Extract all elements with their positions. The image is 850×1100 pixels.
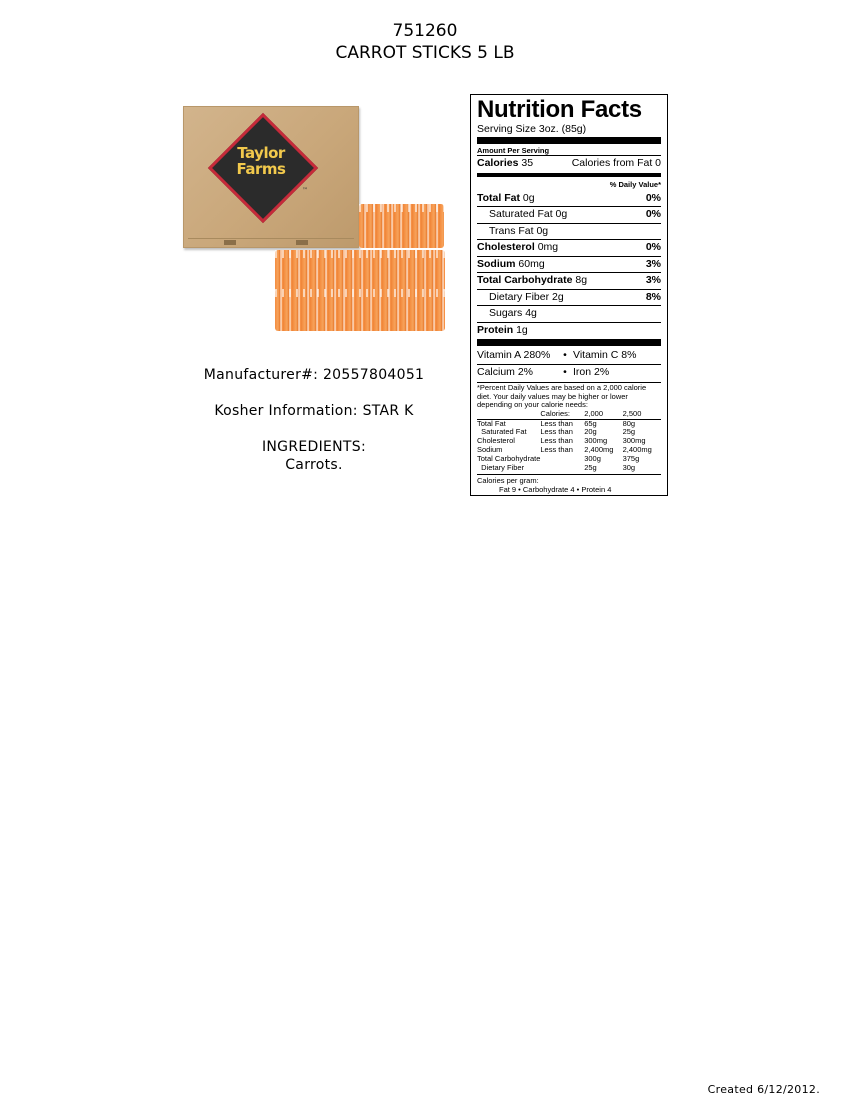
bullet: •: [563, 349, 567, 362]
nutrient-amount: 0g: [522, 191, 535, 204]
nutrient-amount: 2g: [552, 290, 564, 303]
daily-value-footnote: *Percent Daily Values are based on a 2,000 calorie diet. Your daily values may be higher or lower depending on your calorie needs:: [477, 382, 661, 410]
dv-table-cell: 2,400mg: [584, 444, 614, 454]
nutrient-row: [477, 272, 661, 289]
dv-table-cell: 300mg: [622, 436, 646, 446]
nutrient-row: [477, 206, 661, 223]
nutrient-daily-value: 0%: [645, 241, 661, 254]
vitamin-c: Vitamin C 8%: [573, 349, 637, 362]
calcium: Calcium 2%: [477, 365, 534, 378]
dv-table-cell: Cholesterol: [477, 436, 515, 446]
calories-row: [477, 155, 661, 172]
dv-table-cell: 25g: [622, 427, 636, 437]
created-date: Created 6/12/2012.: [707, 1083, 820, 1096]
box-tab: [296, 240, 308, 245]
dv-table-cell: [540, 464, 584, 473]
dv-table-cell: 300g: [584, 453, 601, 463]
nutrient-amount: 4g: [525, 307, 537, 320]
dv-table-cell: 2,400mg: [622, 444, 652, 454]
carrot-row: [275, 289, 445, 331]
dv-table-header-cell: 2,500: [623, 410, 661, 419]
nutrient-label: Dietary Fiber: [489, 290, 550, 303]
dv-table-cell: Total Fat: [477, 418, 506, 428]
nutrient-label: Saturated Fat: [489, 208, 553, 221]
shipping-box: [183, 106, 359, 248]
product-photo: [183, 104, 445, 332]
box-tab: [224, 240, 236, 245]
dv-table-cell: 30g: [622, 462, 636, 472]
nutrition-facts-panel: [470, 94, 668, 496]
dv-table-cell: Saturated Fat: [477, 427, 527, 437]
nutrient-amount: 0mg: [537, 241, 559, 254]
nutrient-amount: 1g: [516, 323, 528, 336]
calories-value: 35: [521, 157, 534, 170]
dv-table-cell: 375g: [622, 453, 640, 463]
nutrient-daily-value: 3%: [645, 257, 661, 270]
dv-table-row: [477, 464, 661, 473]
dv-table-cell: 25g: [584, 462, 597, 472]
nutrient-label: Total Carbohydrate: [477, 274, 573, 287]
dv-table-cell: 20g: [584, 427, 597, 437]
divider-thick: [477, 339, 661, 346]
vitamin-row: [477, 348, 661, 364]
calories-per-gram-label: Calories per gram:: [477, 476, 539, 486]
serving-size: Serving Size 3oz. (85g): [477, 123, 587, 135]
mineral-row: [477, 364, 661, 381]
nutrient-label: Sodium: [477, 257, 516, 270]
nutrient-row: [477, 256, 661, 273]
nutrient-label: Sugars: [489, 307, 523, 320]
nutrient-row: [477, 223, 661, 240]
brand-logo-text: Taylor Farms: [236, 144, 286, 178]
dv-table-cell: Less than: [540, 436, 573, 446]
nutrient-row: [477, 239, 661, 256]
nutrient-amount: 8g: [575, 274, 588, 287]
daily-value-header: % Daily Value*: [609, 179, 661, 189]
nutrient-label: Total Fat: [477, 191, 520, 204]
dv-table-cell: Total Carbohydrate: [477, 453, 541, 463]
daily-value-table: [477, 410, 661, 473]
dv-table-cell: [540, 455, 584, 464]
kosher-info: Kosher Information: STAR K: [214, 403, 414, 419]
dv-table-cell: Sodium: [477, 444, 503, 454]
calories-from-fat: Calories from Fat 0: [571, 157, 661, 170]
nutrient-daily-value: 0%: [645, 208, 661, 221]
nutrient-row: [477, 305, 661, 322]
vitamin-a: Vitamin A 280%: [477, 349, 551, 362]
divider-medium: [477, 173, 661, 177]
carrot-row: [275, 250, 445, 292]
nutrient-label: Cholesterol: [477, 241, 535, 254]
amount-per-serving: Amount Per Serving: [477, 146, 550, 155]
trademark-mark: ™: [302, 187, 308, 194]
dv-table-header-cell: [477, 410, 540, 419]
nutrient-rows: [477, 191, 661, 339]
nutrient-amount: 0g: [555, 208, 568, 221]
nutrient-amount: 60mg: [518, 257, 545, 270]
dv-table-cell: Less than: [540, 427, 573, 437]
box-flap-line: [188, 238, 354, 239]
nutrition-title: Nutrition Facts: [477, 96, 642, 123]
dv-table-cell: 300mg: [584, 436, 608, 446]
nutrient-row: [477, 322, 661, 339]
nutrient-daily-value: 8%: [645, 290, 661, 303]
dv-table-cell: Dietary Fiber: [477, 462, 525, 472]
nutrient-row: [477, 191, 661, 207]
bullet: •: [563, 365, 567, 378]
ingredients-label: INGREDIENTS:: [261, 439, 366, 455]
nutrient-daily-value: 0%: [645, 191, 661, 204]
dv-table-header-cell: 2,000: [584, 410, 622, 419]
nutrient-daily-value: 3%: [645, 274, 661, 287]
nutrient-amount: 0g: [536, 224, 549, 237]
divider-thick: [477, 137, 661, 144]
dv-table-cell: 65g: [584, 418, 597, 428]
calories-label: Calories: [477, 157, 519, 170]
carrot-row: [359, 204, 444, 248]
dv-table-cell: Less than: [540, 444, 573, 454]
nutrient-label: Protein: [477, 323, 514, 336]
ingredients-value: Carrots.: [285, 457, 343, 473]
dv-table-cell: 80g: [622, 418, 636, 428]
product-title: CARROT STICKS 5 LB: [335, 43, 515, 63]
iron: Iron 2%: [573, 365, 610, 378]
nutrient-label: Trans Fat: [489, 224, 534, 237]
calories-per-gram: [477, 474, 661, 494]
dv-table-cell: Less than: [540, 418, 573, 428]
item-number: 751260: [392, 21, 458, 41]
calories-per-gram-values: Fat 9 • Carbohydrate 4 • Protein 4: [499, 485, 612, 495]
dv-table-header-cell: Calories:: [540, 410, 584, 419]
nutrient-row: [477, 289, 661, 306]
manufacturer-number: Manufacturer#: 20557804051: [203, 367, 425, 383]
